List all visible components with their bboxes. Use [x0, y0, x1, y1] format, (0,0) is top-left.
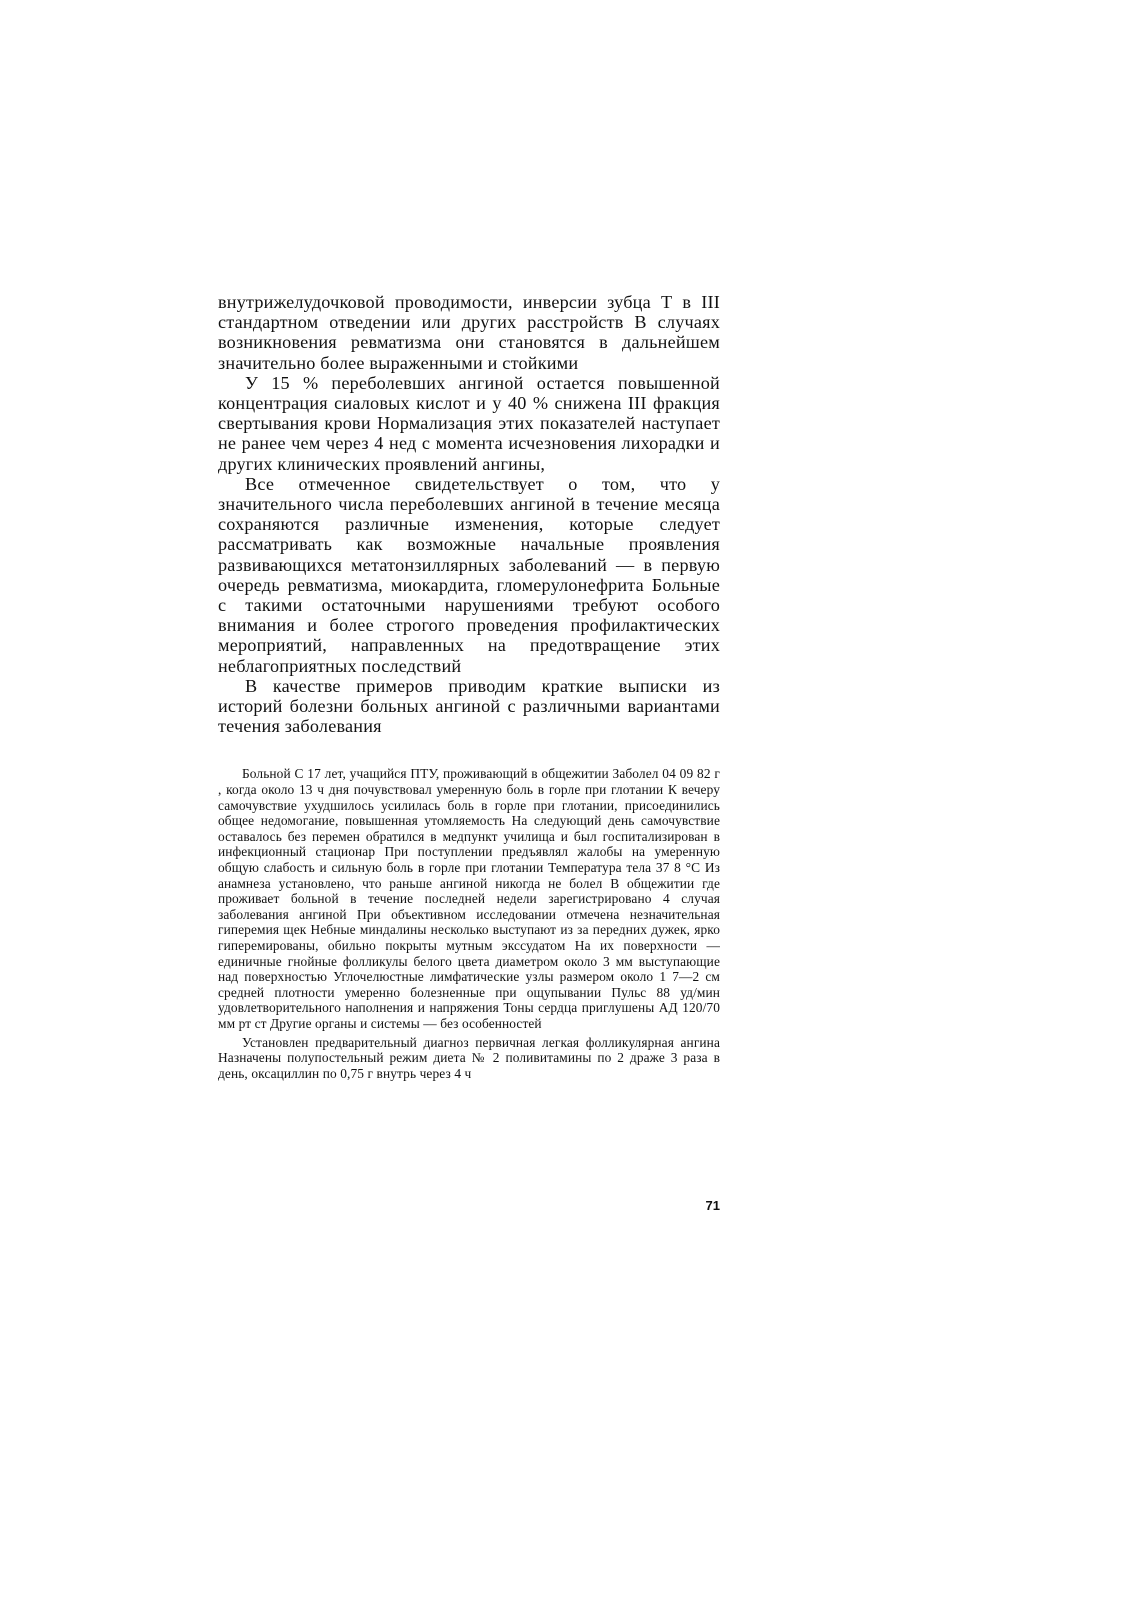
paragraph-examples-intro: В качестве примеров приводим краткие выписки из историй болезни больных ангиной с различными вариантами течения заболевания [218, 675, 720, 737]
page-text-block [218, 292, 720, 1081]
paragraph-sialic-acids: У 15 % переболевших ангиной остается повышенной концентрация сиаловых кислот и у 40 % снижена III фракция свертывания крови Нормализация этих показателей наступает не ранее чем через 4 нед с момента исчезновения лихорадки и других клинических проявлений ангины, [218, 372, 720, 474]
case-history-diagnosis: Установлен предварительный диагноз первичная легкая фолликулярная ангина Назначены полупостельный режим диета № 2 поливитамины по 2 драже 3 раза в день, оксациллин по 0,75 г внутрь через 4 ч [218, 1034, 720, 1081]
case-history-description: Больной С 17 лет, учащийся ПТУ, проживающий в общежитии Заболел 04 09 82 г , когда около 13 ч дня почувствовал умеренную боль в горле при глотании К вечеру самочувствие ухудшилось усилилась боль в горле при глотании, присоединились общее недомогание, повышенная утомляемость На следующий день самочувствие оставалось без перемен обратился в медпункт училища и был госпитализирован в инфекционный стационар При поступлении предъявлял жалобы на умеренную общую слабость и сильную боль в горле при глотании Температура тела 37 8 °С Из анамнеза установлено, что раньше ангиной никогда не болел В общежитии где проживает больной в течение последней недели зарегистрировано 4 случая заболевания ангиной При объективном исследовании отмечена незначительная гиперемия щек Небные миндалины несколько выступают из за передних дужек, ярко гиперемированы, обильно покрыты мутным экссудатом На их поверхности — единичные гнойные фолликулы белого цвета диаметром около 3 мм выступающие над поверхностью Углочелюстные лимфатические узлы размером около 1 7—2 см средней плотности умеренно болезненные при ощупывании Пульс 88 уд/мин удовлетворительного наполнения и напряжения Тоны сердца приглушены АД 120/70 мм рт ст Другие органы и системы — без особенностей [218, 766, 720, 1031]
paragraph-continuation: внутрижелудочковой проводимости, инверсии зубца Т в III стандартном отведении или других расстройств В случаях возникновения ревматизма они становятся в дальнейшем значительно более выраженными и стойкими [218, 292, 720, 373]
paragraph-residual-changes: Все отмеченное свидетельствует о том, что у значительного числа переболевших ангиной в течение месяца сохраняются различные изменения, которые следует рассматривать как возможные начальные проявления развивающихся метатонзиллярных заболеваний — в первую очередь ревматизма, миокардита, гломерулонефрита Больные с такими остаточными нарушениями требуют особого внимания и более строгого проведения профилактических мероприятий, направленных на предотвращение этих неблагоприятных последствий [218, 473, 720, 676]
page-number: 71 [705, 1198, 720, 1213]
case-history [218, 766, 720, 1081]
main-text [218, 292, 720, 736]
